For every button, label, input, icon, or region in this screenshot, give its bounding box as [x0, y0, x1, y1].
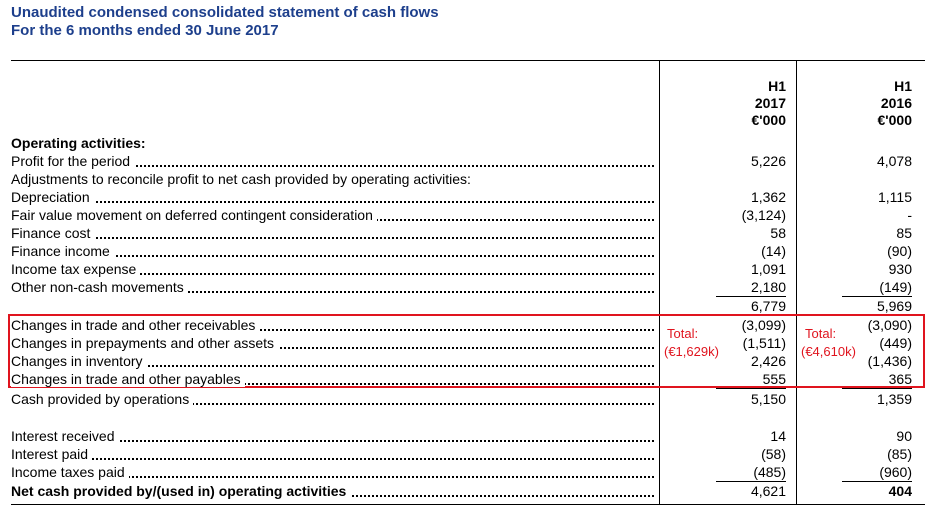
- table-row: [0, 278, 941, 296]
- value-2016: (149): [879, 279, 912, 295]
- table-row: [0, 260, 941, 278]
- table-row: [0, 390, 941, 408]
- value-2016: 1,359: [876, 391, 912, 407]
- value-2016: (90): [887, 243, 912, 259]
- value-2017: 58: [770, 225, 786, 241]
- annotation-total-value-2016: (€4,610k): [801, 344, 856, 359]
- value-2017: 5,150: [750, 391, 786, 407]
- column-header-2016: [842, 78, 912, 129]
- statement-title: Unaudited condensed consolidated statement of cash flows: [11, 4, 439, 21]
- value-2017: (3,124): [741, 207, 786, 223]
- row-label: Fair value movement on deferred contingent consideration: [11, 206, 656, 224]
- value-2017: (3,099): [741, 317, 786, 333]
- value-2017: (1,511): [742, 335, 786, 351]
- column-unit: €'000: [877, 112, 912, 128]
- row-label: Net cash provided by/(used in) operating activities: [11, 482, 656, 500]
- column-period: H1: [768, 78, 786, 94]
- annotation-total-label-2016: Total:: [805, 326, 837, 341]
- column-unit: €'000: [751, 112, 786, 128]
- table-row: [0, 463, 941, 481]
- value-2017: (58): [761, 446, 786, 462]
- table-row: [0, 224, 941, 242]
- row-label: Income taxes paid: [11, 463, 656, 481]
- row-label: Cash provided by operations: [11, 390, 656, 408]
- value-2017: 555: [762, 371, 786, 387]
- table-top-rule: [11, 60, 925, 61]
- value-2016: 4,078: [876, 153, 912, 169]
- cash-ops-rule-2017: [716, 388, 786, 389]
- value-2016: 404: [888, 483, 912, 499]
- value-2016: 90: [896, 428, 912, 444]
- column-header-2017: [716, 78, 786, 129]
- value-2017: 5,226: [750, 153, 786, 169]
- table-row: [0, 188, 941, 206]
- statement-subtitle: For the 6 months ended 30 June 2017: [11, 22, 279, 39]
- value-2016: 85: [896, 225, 912, 241]
- row-label: Operating activities:: [11, 135, 146, 151]
- row-label: Finance cost: [11, 224, 656, 242]
- value-2017: (14): [761, 243, 786, 259]
- value-2016: (3,090): [867, 317, 912, 333]
- row-label: Changes in inventory: [11, 352, 656, 370]
- value-2017: 2,426: [750, 353, 786, 369]
- row-label: Interest paid: [11, 445, 656, 463]
- table-row: [0, 152, 941, 170]
- column-period: H1: [894, 78, 912, 94]
- value-2017: 2,180: [750, 279, 786, 295]
- row-label: Other non-cash movements: [11, 278, 656, 296]
- value-2016: (1,436): [867, 353, 912, 369]
- value-2016: (85): [887, 446, 912, 462]
- net-cash-row: [0, 482, 941, 500]
- value-2016: -: [907, 207, 912, 223]
- row-label: Changes in trade and other receivables: [11, 316, 656, 334]
- table-bottom-rule: [11, 504, 925, 505]
- row-label: Changes in trade and other payables: [11, 370, 656, 388]
- annotation-total-label-2017: Total:: [667, 326, 699, 341]
- table-row: [0, 242, 941, 260]
- value-2017: 1,091: [750, 261, 786, 277]
- table-row: [0, 170, 941, 188]
- value-2016: 1,115: [878, 189, 912, 205]
- value-2016: 930: [888, 261, 912, 277]
- table-row: [0, 445, 941, 463]
- table-row: [0, 427, 941, 445]
- row-label: Changes in prepayments and other assets: [11, 334, 656, 352]
- value-2016: (960): [879, 464, 912, 480]
- value-2017: 14: [770, 428, 786, 444]
- value-2017: 1,362: [750, 189, 786, 205]
- row-label: Profit for the period: [11, 152, 656, 170]
- table-row: [0, 206, 941, 224]
- row-label: Income tax expense: [11, 260, 656, 278]
- row-label: Finance income: [11, 242, 656, 260]
- row-label: Interest received: [11, 427, 656, 445]
- value-2017: (485): [753, 464, 786, 480]
- subtotal-2017: 6,779: [750, 298, 786, 314]
- column-year: 2016: [880, 95, 912, 111]
- row-label: Adjustments to reconcile profit to net cash provided by operating activities:: [11, 171, 471, 187]
- column-year: 2017: [754, 95, 786, 111]
- row-label: Depreciation: [11, 188, 656, 206]
- cash-ops-rule-2016: [842, 388, 912, 389]
- subtotal-row: [0, 297, 941, 315]
- annotation-total-value-2017: (€1,629k): [664, 344, 719, 359]
- value-2017: 4,621: [750, 483, 786, 499]
- section-heading-operating: [0, 134, 941, 152]
- value-2016: 365: [888, 371, 912, 387]
- value-2016: (449): [879, 335, 912, 351]
- subtotal-2016: 5,969: [876, 298, 912, 314]
